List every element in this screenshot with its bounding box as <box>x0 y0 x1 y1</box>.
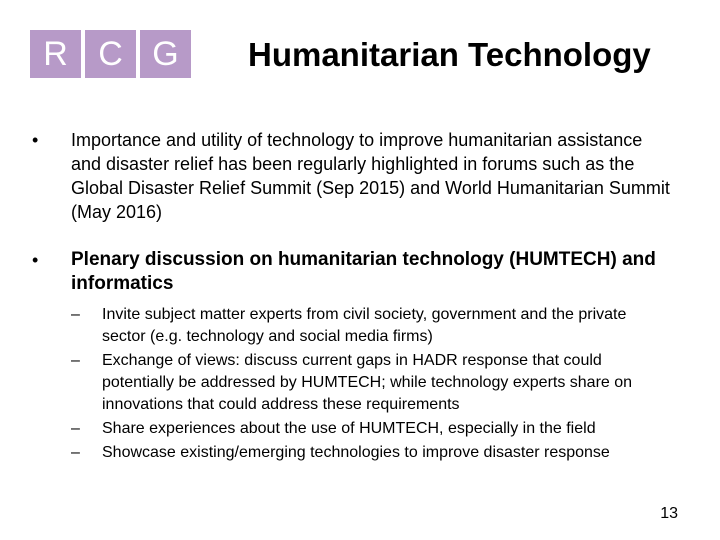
sub-bullet-marker: – <box>71 444 80 461</box>
slide-content <box>32 128 692 466</box>
bullet-marker: • <box>32 250 39 270</box>
sub-bullet-item <box>71 442 692 464</box>
sub-bullet-text: Share experiences about the use of HUMTECH, especially in the field <box>102 420 596 437</box>
sub-bullet-text: Invite subject matter experts from civil society, government and the private sector (e.g. technology and social media firms) <box>102 306 627 345</box>
rcg-logo <box>30 30 191 78</box>
sub-bullet-item <box>71 418 692 440</box>
sub-bullet-item <box>71 350 692 416</box>
bullet-text: Importance and utility of technology to improve humanitarian assistance and disaster relief has been regularly highlighted in forums such as the Global Disaster Relief Summit (Sep 2015) and World Humanitarian Summit (May 2016) <box>71 130 670 222</box>
bullet-item <box>32 248 692 296</box>
bullet-item <box>32 128 692 224</box>
sub-bullet-item <box>71 304 692 348</box>
logo-letter-g: G <box>140 30 191 78</box>
logo-letter-r: R <box>30 30 81 78</box>
sub-bullet-marker: – <box>71 420 80 437</box>
sub-bullet-text: Exchange of views: discuss current gaps in HADR response that could potentially be addressed by HUMTECH; while technology experts share on innovations that could address these requirements <box>102 352 633 413</box>
page-number: 13 <box>660 505 678 522</box>
bullet-marker: • <box>32 130 39 150</box>
sub-bullet-list <box>71 304 692 464</box>
sub-bullet-marker: – <box>71 306 80 323</box>
logo-letter-c: C <box>85 30 136 78</box>
bullet-text: Plenary discussion on humanitarian technology (HUMTECH) and informatics <box>71 249 656 294</box>
sub-bullet-text: Showcase existing/emerging technologies to improve disaster response <box>102 444 610 461</box>
sub-bullet-marker: – <box>71 352 80 369</box>
slide-title: Humanitarian Technology <box>248 36 651 73</box>
